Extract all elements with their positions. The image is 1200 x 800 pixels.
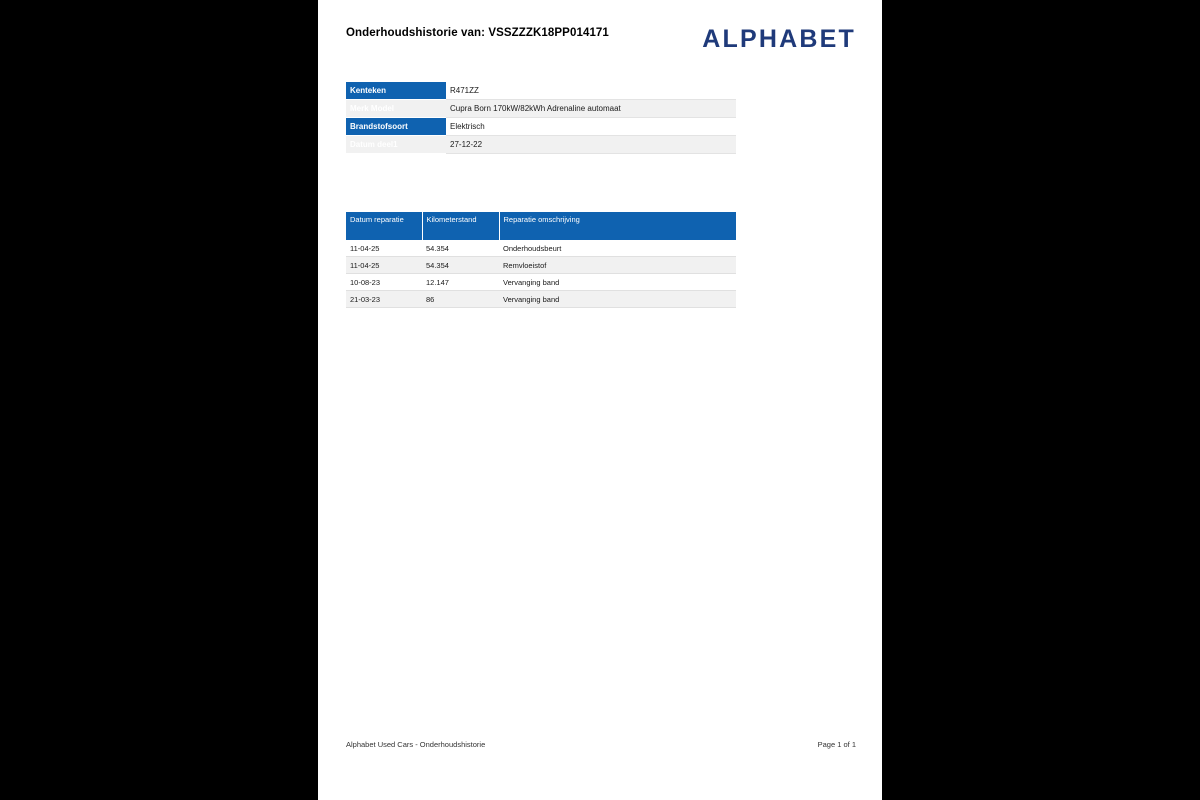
cell-datum: 21-03-23	[346, 291, 422, 308]
cell-kilometerstand: 12.147	[422, 274, 499, 291]
alphabet-logo: ALPHABET	[702, 25, 856, 53]
cell-kilometerstand: 54.354	[422, 240, 499, 257]
column-header-datum-reparatie: Datum reparatie	[346, 212, 422, 240]
vehicle-info-table	[346, 82, 736, 154]
cell-omschrijving: Onderhoudsbeurt	[499, 240, 736, 257]
cell-omschrijving: Vervanging band	[499, 274, 736, 291]
info-label-kenteken: Kenteken	[346, 82, 446, 100]
info-value-kenteken: R471ZZ	[446, 82, 736, 100]
page-title: Onderhoudshistorie van: VSSZZZK18PP014171	[346, 27, 609, 39]
document-page	[318, 0, 882, 800]
info-label-merk-model: Merk Model	[346, 100, 446, 118]
table-row	[346, 274, 736, 291]
cell-omschrijving: Remvloeistof	[499, 257, 736, 274]
info-label-datum-deel1: Datum deel1	[346, 136, 446, 154]
info-value-datum-deel1: 27-12-22	[446, 136, 736, 154]
cell-kilometerstand: 86	[422, 291, 499, 308]
table-row	[346, 240, 736, 257]
table-row	[346, 82, 736, 100]
footer-source-label: Alphabet Used Cars - Onderhoudshistorie	[346, 740, 486, 749]
info-label-brandstofsoort: Brandstofsoort	[346, 118, 446, 136]
table-row	[346, 118, 736, 136]
table-row	[346, 100, 736, 118]
table-row	[346, 291, 736, 308]
repair-history-table	[346, 212, 736, 308]
cell-kilometerstand: 54.354	[422, 257, 499, 274]
table-header-row	[346, 212, 736, 240]
cell-omschrijving: Vervanging band	[499, 291, 736, 308]
cell-datum: 11-04-25	[346, 240, 422, 257]
table-row	[346, 257, 736, 274]
info-value-merk-model: Cupra Born 170kW/82kWh Adrenaline automaat	[446, 100, 736, 118]
cell-datum: 10-08-23	[346, 274, 422, 291]
footer-page-number: Page 1 of 1	[817, 740, 856, 749]
document-header	[346, 22, 856, 62]
column-header-kilometerstand: Kilometerstand	[422, 212, 499, 240]
column-header-reparatie-omschrijving: Reparatie omschrijving	[499, 212, 736, 240]
cell-datum: 11-04-25	[346, 257, 422, 274]
info-value-brandstofsoort: Elektrisch	[446, 118, 736, 136]
document-footer	[346, 740, 856, 752]
table-row	[346, 136, 736, 154]
